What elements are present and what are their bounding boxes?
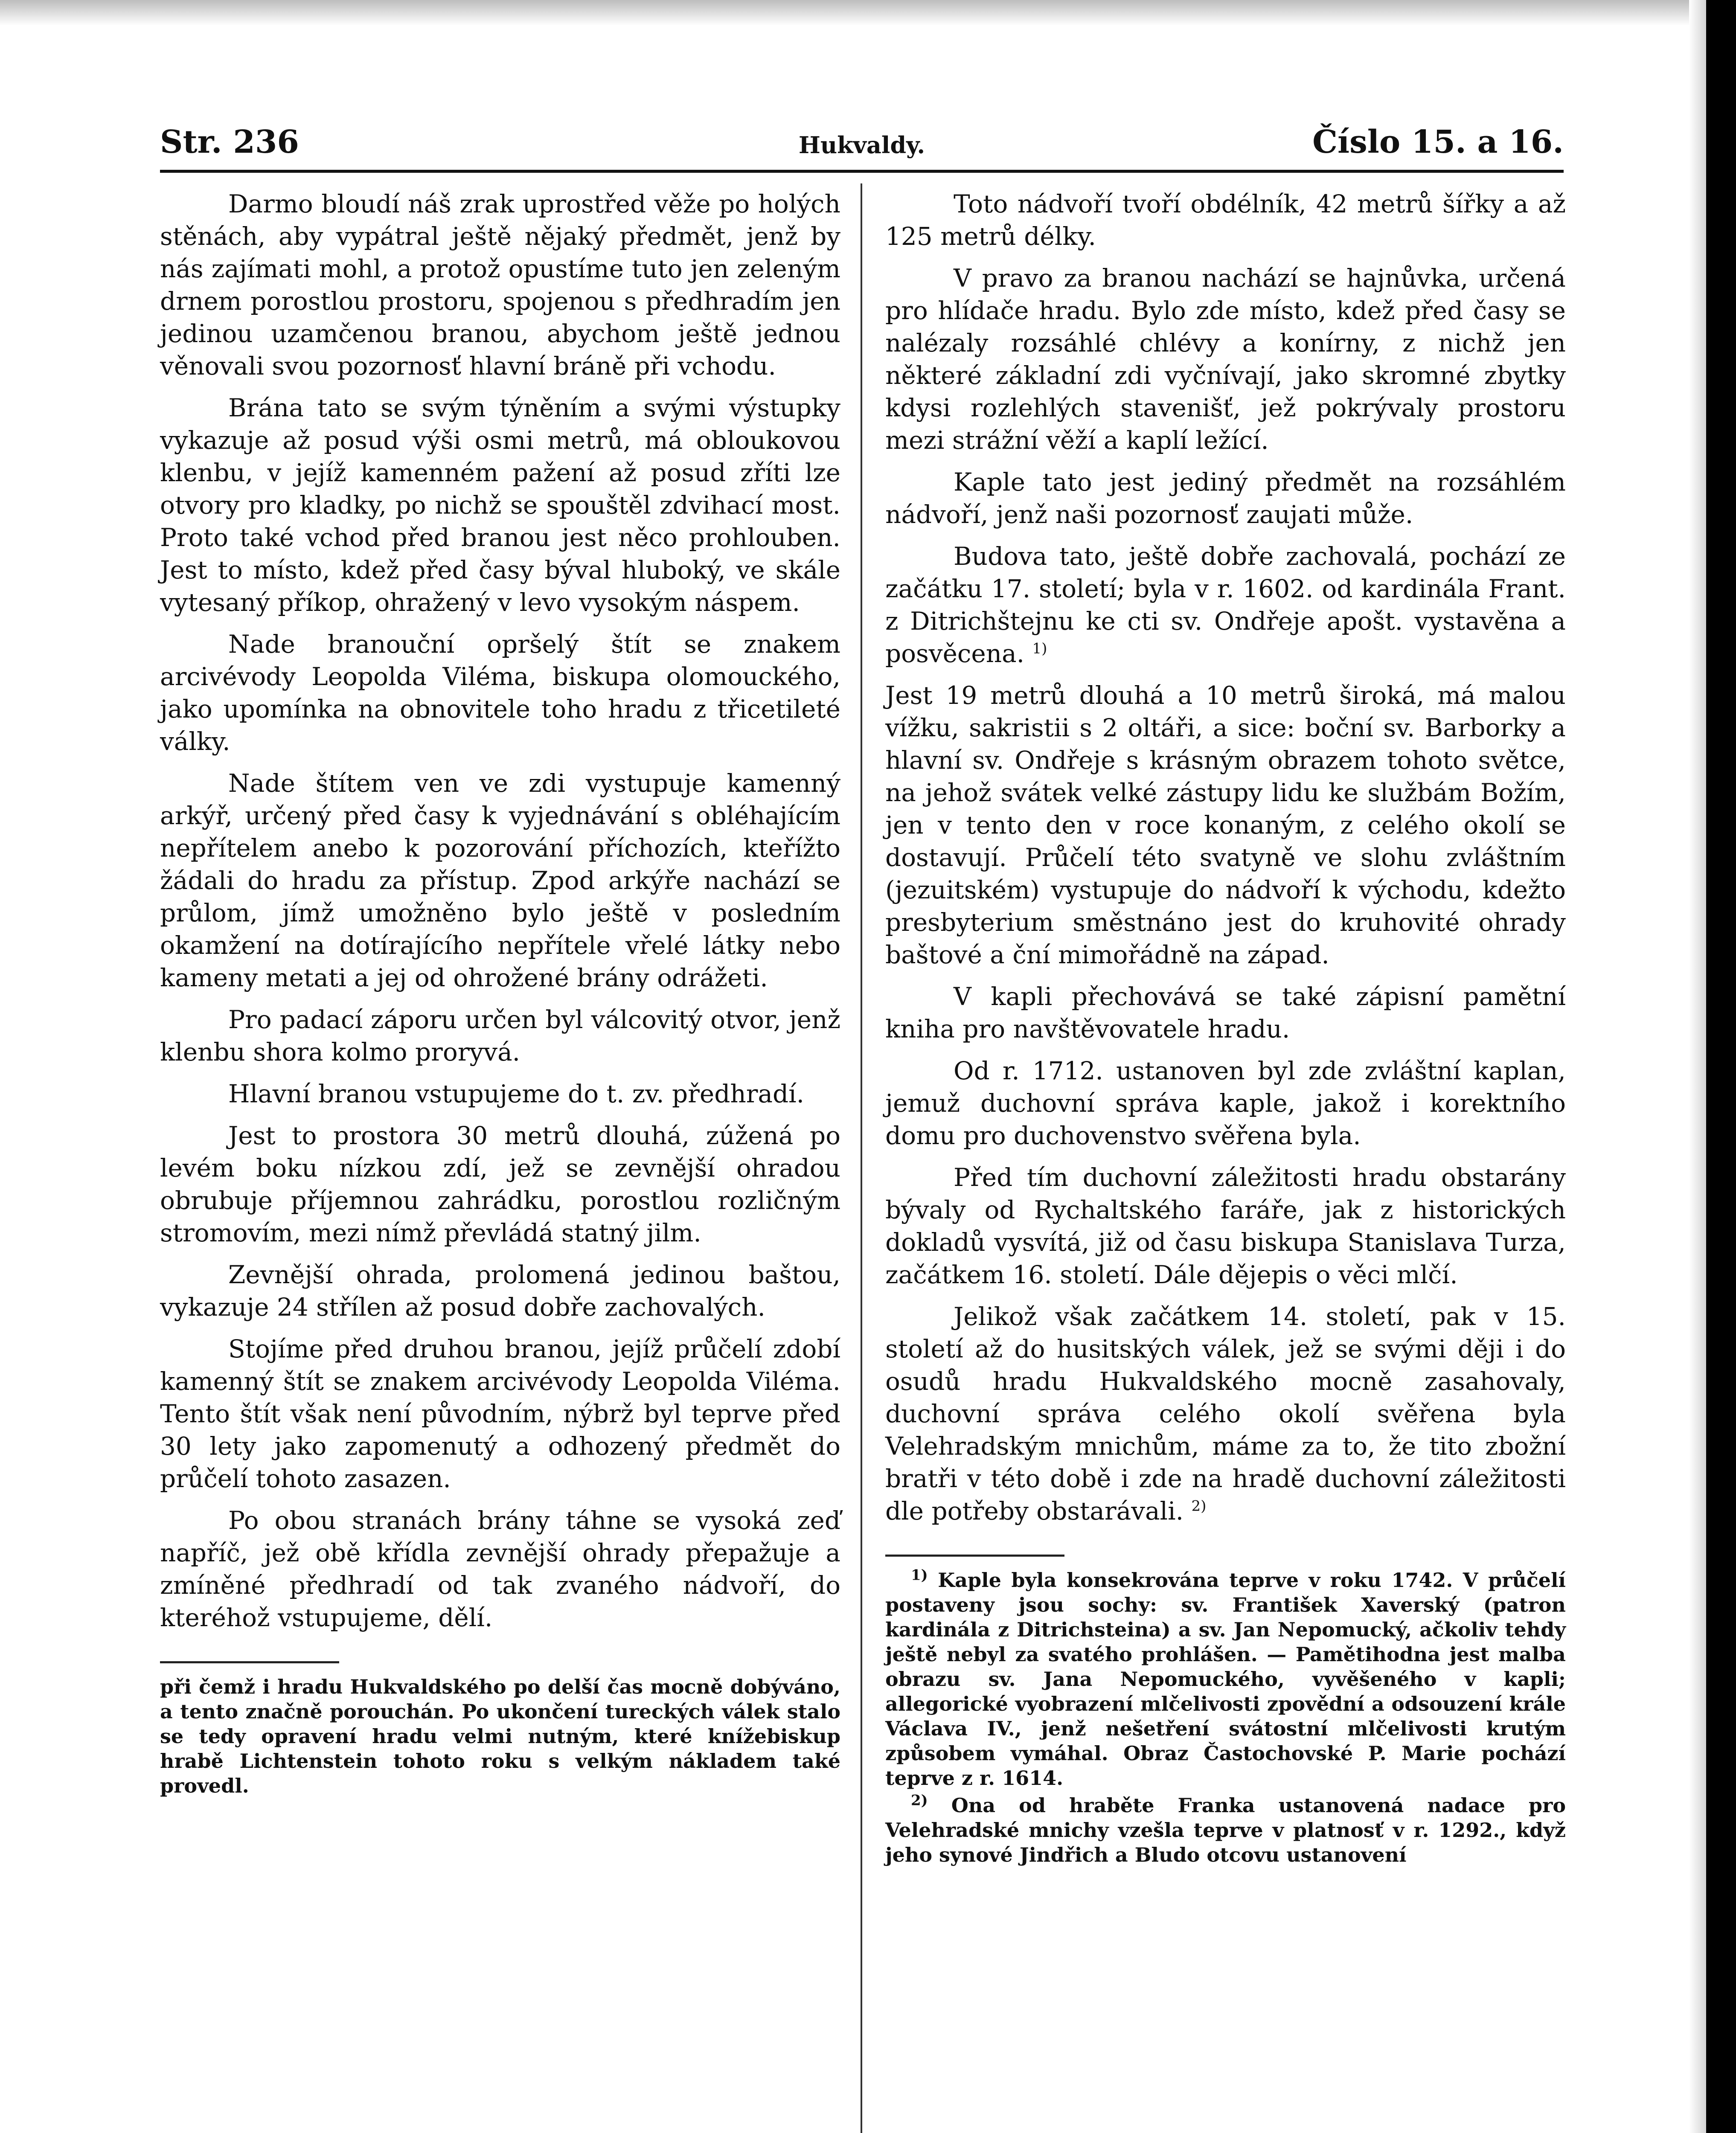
paragraph: Stojíme před druhou branou, jejíž průčelí zdobí kamenný štít se znakem arcivévody Leopolda Viléma. Tento štít však není původním, nýbrž byl teprve před 30 lety jako zapomenutý a odhozený předmět do průčelí tohoto zasazen. — [160, 1334, 840, 1493]
running-title: Hukvaldy. — [798, 131, 925, 159]
paragraph: Darmo bloudí náš zrak uprostřed věže po holých stěnách, aby vypátral ještě nějaký předmět, jenž by nás zajímati mohl, a protož opustíme tuto jen zeleným drnem porostlou prostoru, spojenou s předhradím jen jedinou uzamčenou branou, abychom ještě jednou věnovali svou pozornosť hlavní bráně při vchodu. — [160, 189, 840, 381]
paragraph: Jest 19 metrů dlouhá a 10 metrů široká, má malou vížku, sakristii s 2 oltáři, a sice: boční sv. Barborky a hlavní sv. Ondřeje s krásným obrazem tohoto světce, na jehož svátek velké zástupy lidu ke službám Božím, jen v tento den v roce konaným, z celého okolí se dostavují. Průčelí této svatyně ve slohu zvláštním (jezuitském) vystupuje do nádvoří k východu, kdežto presbyterium směstnáno jest do kruhovité ohrady baštové a ční mimořádně na západ. — [885, 681, 1566, 969]
page-header — [160, 119, 1564, 171]
column-divider — [861, 183, 862, 2133]
footnote-ref-1: 1) — [1032, 640, 1047, 657]
paragraph: V pravo za branou nachází se hajnůvka, určená pro hlídače hradu. Bylo zde místo, kdež před časy se nalézaly rozsáhlé chlévy a konírny, z nichž jen některé základní zdi vyčnívají, jako skromné zbytky kdysi rozlehlých stavenišť, jež pokrývaly prostoru mezi strážní věží a kaplí ležící. — [885, 264, 1566, 455]
page — [160, 119, 1564, 2133]
paragraph: Po obou stranách brány táhne se vysoká zeď napříč, jež obě křídla zevnější ohrady přepažuje a zmíněné předhradí od tak zvaného nádvoří, do kteréhož vstupujeme, dělí. — [160, 1506, 840, 1632]
footnote-ref-2: 2) — [1191, 1497, 1207, 1515]
header-rule — [160, 170, 1564, 173]
paragraph: Toto nádvoří tvoří obdélník, 42 metrů šířky a až 125 metrů délky. — [885, 189, 1566, 251]
issue-number: Číslo 15. a 16. — [1312, 124, 1564, 160]
paragraph: Zevnější ohrada, prolomená jedinou baštou, vykazuje 24 střílen až posud dobře zachovalých. — [160, 1260, 840, 1322]
paragraph: Pro padací záporu určen byl válcovitý otvor, jenž klenbu shora kolmo proryvá. — [160, 1005, 840, 1066]
footnote-1-marker: 1) — [911, 1566, 928, 1584]
left-body — [160, 188, 840, 1634]
footnote-2-marker: 2) — [911, 1792, 928, 1809]
right-footnotes — [885, 1568, 1566, 1867]
footnote-continuation: při čemž i hradu Hukvaldského po delší čas mocně dobýváno, a tento značně porouchán. Po ukončení tureckých válek stalo se tedy opravení hradu velmi nutným, které knížebiskup hrabě Lichtenstein tohoto roku s velkým nákladem také provedl. — [160, 1675, 840, 1797]
footnote-1 — [885, 1568, 1566, 1790]
paragraph: Hlavní branou vstupujeme do t. zv. předhradí. — [228, 1079, 805, 1108]
paragraph-text: Jelikož však začátkem 14. století, pak v 15. století až do husitských válek, jež se svými ději i do osudů hradu Hukvaldského mocně zasahovaly, duchovní správa celého okolí svěřena byla Velehradským mnichům, máme za to, že tito zbožní bratři v této době i zde na hradě duchovní záležitosti dle potřeby obstarávali. — [885, 1302, 1566, 1526]
paragraph: Nade branouční opršelý štít se znakem arcivévody Leopolda Viléma, biskupa olomouckého, jako upomínka na obnovitele toho hradu z třicetileté války. — [160, 630, 840, 756]
footnote-2-text: Ona od hraběte Franka ustanovená nadace pro Velehradské mnichy vzešla teprve v platnosť v r. 1292., když jeho synové Jindřich a Bludo otcovu ustanovení — [885, 1794, 1566, 1866]
paragraph: Brána tato se svým týněním a svými výstupky vykazuje až posud výši osmi metrů, má obloukovou klenbu, v jejíž kamenném pažení až posud zříti lze otvory pro kladky, po nichž se spouštěl zdvihací most. Proto také vchod před branou jest něco prohlouben. Jest to místo, kdež před časy býval hluboký, ve skále vytesaný příkop, ohražený v levo vysokým náspem. — [160, 393, 840, 617]
footnote-rule — [160, 1661, 339, 1663]
footnote-1-text: Kaple byla konsekrována teprve v roku 1742. V průčelí postaveny jsou sochy: sv. František Xaverský (patron kardinála z Ditrichsteina) a sv. Jan Nepomucký, ačkoliv tehdy ještě nebyl za svatého prohlášen. — Pamětihodna jest malba obrazu sv. Jana Nepomuckého, vyvěšeného v kapli; allegorické vyobrazení mlčelivosti zpovědní a odsouzení krále Václava IV., jenž nešetření svátostní mlčelivosti krutým způsobem vymáhal. Obraz Častochovské P. Marie pochází teprve z r. 1614. — [885, 1569, 1566, 1790]
paragraph: Od r. 1712. ustanoven byl zde zvláštní kaplan, jemuž duchovní správa kaple, jakož i korektního domu pro duchovenstvo svěřena byla. — [885, 1056, 1566, 1150]
paragraph: Před tím duchovní záležitosti hradu obstarány bývaly od Rychaltského faráře, jak z historických dokladů vysvítá, již od času biskupa Stanislava Turza, začátkem 16. století. Dále dějepis o věci mlčí. — [885, 1163, 1566, 1289]
paragraph — [885, 540, 1566, 670]
paragraph — [885, 1300, 1566, 1527]
scan-right-edge — [1706, 0, 1736, 2133]
paragraph: Jest to prostora 30 metrů dlouhá, zúžená po levém boku nízkou zdí, jež se zevnější ohradou obrubuje příjemnou zahrádku, porostlou rozličným stromovím, mezi nímž převládá statný jilm. — [160, 1121, 840, 1247]
right-body — [885, 188, 1566, 1527]
footnote-2 — [885, 1793, 1566, 1867]
paragraph: Kaple tato jest jediný předmět na rozsáhlém nádvoří, jenž naši pozornosť zaujati může. — [885, 468, 1566, 529]
paragraph: V kapli přechovává se také zápisní pamětní kniha pro navštěvovatele hradu. — [885, 982, 1566, 1043]
paragraph-text: Budova tato, ještě dobře zachovalá, pochází ze začátku 17. století; byla v r. 1602. od kardinála Frant. z Ditrichštejnu ke cti sv. Ondřeje apošt. vystavěna a posvěcena. — [885, 542, 1566, 668]
left-footnotes — [160, 1674, 840, 1798]
scan-shadow — [1689, 0, 1706, 2133]
footnote-rule — [885, 1555, 1064, 1557]
scan-top-edge — [0, 0, 1736, 26]
paragraph: Nade štítem ven ve zdi vystupuje kamenný arkýř, určený před časy k vyjednávání s obléhajícím nepřítelem anebo k pozorování příchozích, kteřížto žádali do hradu za přístup. Zpod arkýře nachází se průlom, jímž umožněno bylo ještě v posledním okamžení na dotírajícího nepřítele vřelé látky nebo kameny metati a jej od ohrožené brány odrážeti. — [160, 769, 840, 992]
left-column — [160, 188, 840, 1801]
right-column — [885, 188, 1566, 1870]
page-number: Str. 236 — [160, 124, 299, 160]
